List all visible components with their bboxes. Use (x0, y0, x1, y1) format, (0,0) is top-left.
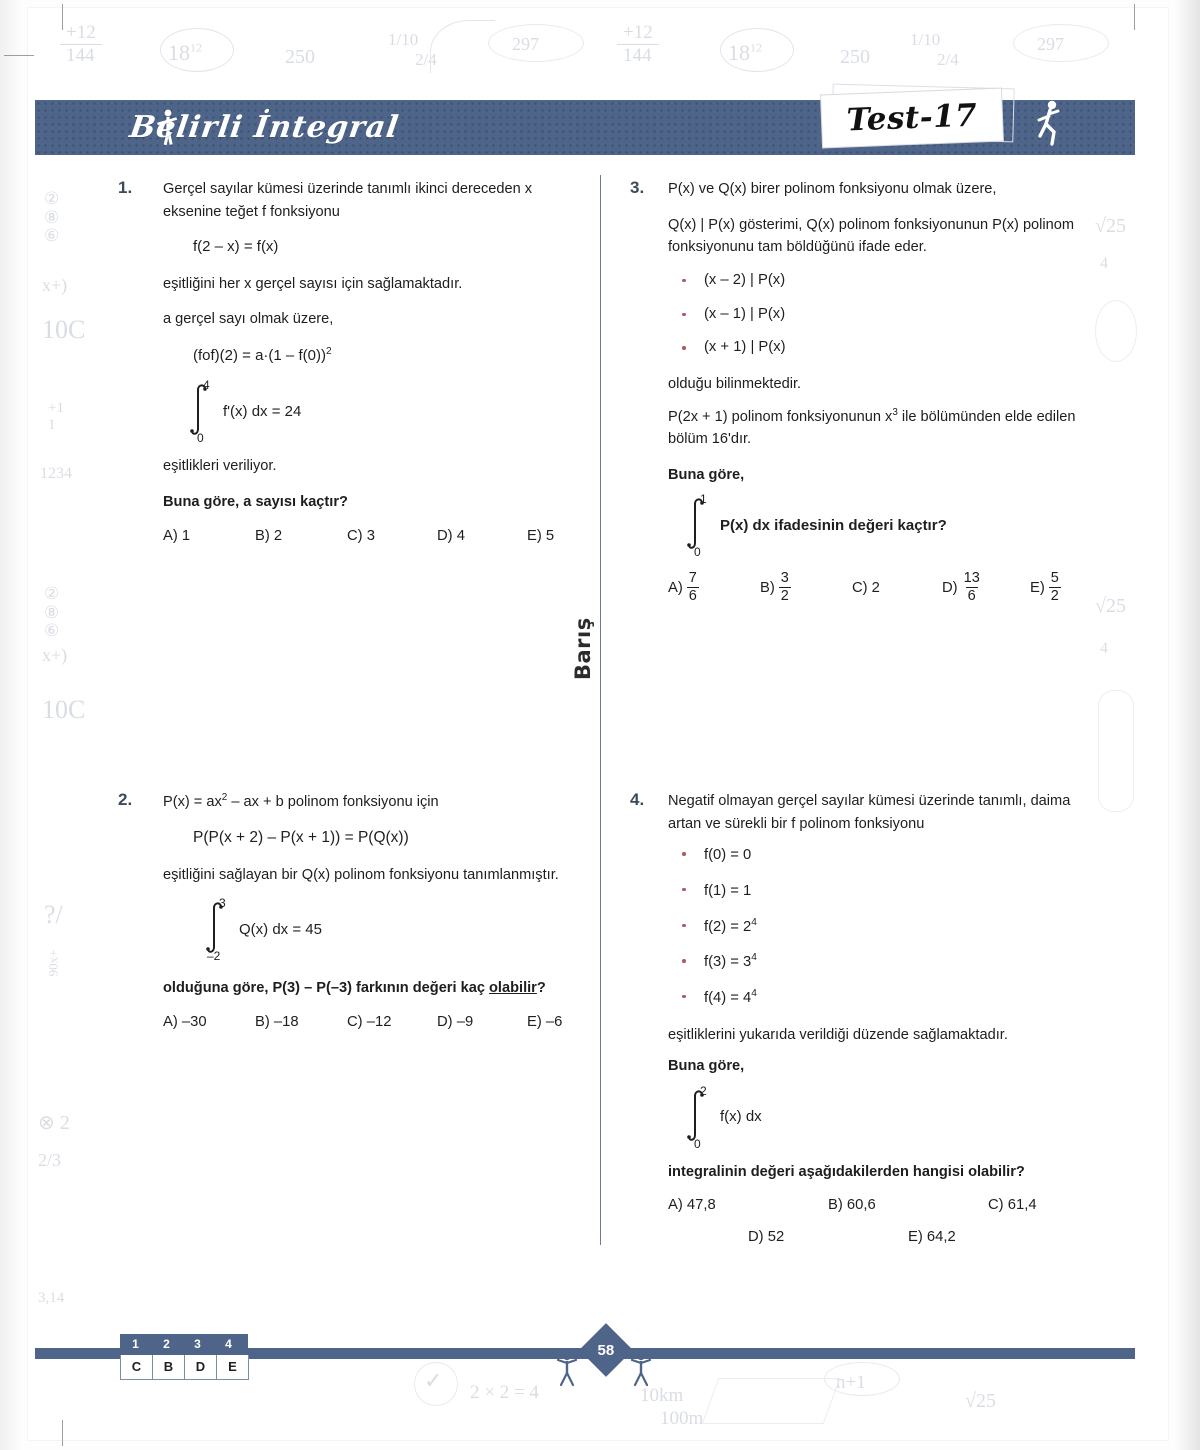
doodle-90x: 90x+ (45, 949, 61, 977)
question-4-stem: Negatif olmayan gerçel sayılar kümesi üzerinde tanımlı, daima artan ve sürekli bir f polinom fonksiyonu (668, 793, 1071, 832)
page-edge-shadow-left (0, 0, 22, 1450)
doodle-314: 3,14 (38, 1290, 65, 1306)
question-4-option-e[interactable] (908, 1229, 956, 1245)
list-item (668, 952, 1085, 972)
question-2-option-c[interactable] (347, 1014, 437, 1030)
test-label-text: Test-17 (846, 97, 978, 139)
option-value: 64,2 (926, 1229, 956, 1246)
test-label (821, 89, 1003, 148)
doodle-297-right: 297 (1037, 34, 1064, 54)
question-3-line-3: olduğu bilinmektedir. (668, 376, 802, 393)
question-3-option-b[interactable] (760, 571, 852, 603)
question-4-integral (668, 1083, 1085, 1151)
doodle-18-pow-12: $18^{12}$ (168, 40, 202, 65)
fraction-numerator: 3 (780, 570, 789, 587)
doodle-four-right: 4 (1100, 255, 1108, 272)
question-1-line-3: a gerçel sayı olmak üzere, (163, 311, 334, 328)
option-key: A) (668, 579, 683, 596)
list-item-base: f(4) = 4 (704, 989, 752, 1006)
answer-3: D (184, 1355, 217, 1380)
option-key: D) (942, 579, 958, 596)
question-2-line-2: eşitliğini sağlayan bir Q(x) polinom fonksiyonu tanımlanmıştır. (163, 866, 559, 883)
question-1-options (163, 528, 563, 544)
question-3-integral-lower: 0 (694, 545, 701, 560)
answer-key-row (120, 1355, 248, 1380)
integral-symbol (203, 896, 233, 964)
option-key: E) (527, 1013, 542, 1030)
doodle-n-plus-1: n+1 (836, 1372, 866, 1393)
option-key: C) (347, 1013, 363, 1030)
question-1-prompt: Buna göre, a sayısı kaçtır? (163, 494, 348, 511)
question-3-line-2: Q(x) | P(x) gösterimi, Q(x) polinom fonksiyonunun P(x) polinom fonksiyonunu tam böldüğünü ifade eder. (668, 216, 1075, 256)
answer-key-col-2: 2 (163, 1337, 170, 1351)
list-item-base: f(0) = 0 (704, 847, 752, 864)
doodle-18-pow-12-b: $18^{12}$ (728, 40, 762, 65)
option-fraction (779, 571, 791, 603)
option-key: E) (908, 1229, 923, 1246)
option-key: C) (852, 579, 868, 596)
fraction-denominator: 2 (780, 587, 789, 604)
option-key: E) (1030, 579, 1045, 596)
brand-watermark: Barış (571, 617, 595, 680)
question-4-number: 4. (630, 790, 645, 809)
doodle-1-over-10: 1/10 (388, 30, 419, 49)
question-2-stem (163, 790, 563, 813)
question-3-line-4 (668, 405, 1085, 451)
question-3-integral (668, 492, 1085, 560)
option-value: 61,4 (1007, 1197, 1037, 1214)
crop-mark-top-right (1134, 4, 1135, 30)
option-key: D) (437, 1013, 453, 1030)
option-key: A) (163, 1013, 178, 1030)
doodle-250-b: 250 (840, 46, 870, 68)
doodle-2-over-4-b: 2/4 (937, 50, 959, 69)
doodle-fraction-12-144-b: +12 144 (617, 22, 659, 67)
option-value: 2 (871, 579, 880, 596)
doodle-circle-x: ⊗ 2 (38, 1112, 70, 1134)
question-2-integral-expression: Q(x) dx = 45 (239, 920, 322, 938)
list-item-base: f(1) = 1 (704, 882, 752, 899)
option-value: 3 (366, 527, 375, 544)
question-4-line-2: eşitliklerini yukarıda verildiği düzende sağlamaktadır. (668, 1026, 1008, 1043)
fraction-denominator: 6 (967, 587, 976, 604)
question-4-options-row-1 (668, 1197, 1085, 1213)
question-3-options (668, 571, 1085, 603)
question-2-stem-b: – ax + b polinom fonksiyonu için (227, 793, 439, 810)
question-1-equation-2 (163, 344, 563, 368)
doodle-12345: 1234 (40, 465, 72, 482)
integral-symbol (187, 378, 217, 446)
option-fraction (687, 571, 699, 603)
option-value: 47,8 (686, 1197, 716, 1214)
question-4-bullet-list (668, 845, 1085, 1007)
question-1-integral-lower: 0 (197, 431, 204, 446)
option-value: –6 (545, 1013, 563, 1030)
question-3-integral-upper: 1 (700, 492, 707, 507)
question-3-option-c[interactable] (852, 580, 942, 596)
option-value: 60,6 (846, 1197, 876, 1214)
question-2-option-e[interactable] (527, 1014, 562, 1030)
question-1-option-a[interactable] (163, 528, 255, 544)
answer-1: C (120, 1355, 153, 1380)
question-1-integral-upper: 4 (203, 378, 210, 393)
answer-key-col-1: 1 (132, 1337, 139, 1351)
question-2-integral-upper: 3 (219, 896, 226, 911)
list-item-exponent: 4 (751, 952, 757, 964)
option-key: A) (668, 1197, 683, 1214)
question-4-option-c[interactable] (988, 1197, 1037, 1213)
question-2 (118, 790, 563, 1030)
doodle-1-over-10-b: 1/10 (910, 30, 941, 49)
crop-mark-bottom-left (62, 1420, 63, 1446)
doodle-question-mark: ?/ (44, 900, 63, 929)
question-3-line-4-a: P(2x + 1) polinom fonksiyonunun x (668, 408, 893, 425)
answer-4: E (216, 1355, 249, 1380)
question-2-equation-1: P(P(x + 2) – P(x + 1)) = P(Q(x)) (193, 829, 409, 847)
answer-2: B (152, 1355, 185, 1380)
option-fraction (962, 571, 982, 603)
option-key: C) (988, 1197, 1004, 1214)
question-4-prompt: integralinin değeri aşağıdakilerden hangisi olabilir? (668, 1163, 1025, 1180)
option-key: D) (437, 527, 453, 544)
option-key: C) (347, 527, 363, 544)
question-2-stem-a: P(x) = ax (163, 793, 222, 810)
option-value: 1 (181, 527, 191, 544)
fraction-denominator: 6 (688, 587, 697, 604)
banner-title: Belirli İntegral (127, 110, 402, 145)
question-1-option-d[interactable] (437, 528, 527, 544)
list-item-base: f(2) = 2 (704, 918, 752, 935)
list-item (668, 988, 1085, 1008)
option-value: –18 (273, 1013, 299, 1030)
answer-key-col-3: 3 (194, 1337, 201, 1351)
question-2-option-b[interactable] (255, 1014, 347, 1030)
option-value: –30 (181, 1013, 207, 1030)
column-divider (600, 175, 601, 1245)
option-value: 2 (273, 527, 283, 544)
list-item: (x – 1) | P(x) (668, 306, 1085, 324)
option-value: –12 (366, 1013, 392, 1030)
stick-figure-right-icon (630, 1352, 652, 1388)
question-3-line-4-b: ile bölümünden elde edilen bölüm 16'dır. (668, 408, 1076, 448)
doodle-250: 250 (285, 46, 315, 68)
question-1-equation-2-exponent: 2 (325, 345, 332, 357)
option-key: D) (748, 1229, 764, 1246)
integral-symbol (684, 1083, 714, 1151)
doodle-left-frac: +1 1 (48, 400, 64, 433)
question-1-integral (163, 378, 563, 446)
option-key: B) (255, 527, 270, 544)
doodle-sqrt-25-b: √25 (1095, 595, 1126, 617)
question-2-prompt-a: olduğuna göre, P(3) – P(–3) farkının değeri kaç (163, 980, 490, 997)
doodle-2-over-4: 2/4 (415, 50, 437, 69)
list-item-base: f(3) = 3 (704, 954, 752, 971)
question-1-option-c[interactable] (347, 528, 437, 544)
list-item (668, 881, 1085, 901)
option-value: 4 (456, 527, 465, 544)
question-3-bullet-list (668, 272, 1085, 357)
question-4-option-a[interactable] (668, 1197, 828, 1213)
question-2-prompt-b: ? (536, 980, 546, 997)
question-2-number: 2. (118, 790, 133, 809)
answer-key (120, 1334, 248, 1380)
question-1-line-4: eşitlikleri veriliyor. (163, 458, 277, 475)
doodle-left-circles-2: ② ⑧ ⑥ (44, 584, 60, 641)
question-2-integral (163, 896, 563, 964)
doodle-check-circle: ✓ (424, 1368, 443, 1393)
doodle-x-plus-2: x+) (42, 645, 68, 665)
answer-key-header (120, 1334, 248, 1355)
question-1-equation-2-base: (fof)(2) = a·(1 – f(0)) (193, 346, 326, 364)
option-key: B) (828, 1197, 843, 1214)
question-4-integral-lower: 0 (694, 1136, 701, 1151)
question-1-integral-expression: f'(x) dx = 24 (223, 402, 302, 420)
option-value: 5 (545, 527, 555, 544)
list-item-exponent: 4 (751, 987, 757, 999)
question-3-integral-expression: P(x) dx ifadesinin değeri kaçtır? (720, 516, 947, 534)
doodle-sqrt-25-bottom: √25 (965, 1390, 996, 1412)
page-number: 58 (597, 1341, 615, 1359)
doodle-sqrt-25: √25 (1095, 215, 1126, 237)
question-4 (630, 790, 1085, 1245)
question-1-option-b[interactable] (255, 528, 347, 544)
question-3-option-a[interactable] (668, 571, 760, 603)
question-2-prompt (163, 977, 563, 1000)
option-key: A) (163, 527, 178, 544)
question-4-prompt-head: Buna göre, (668, 1058, 745, 1075)
question-3-prompt-head: Buna göre, (668, 466, 745, 483)
question-2-options (163, 1014, 563, 1030)
question-2-prompt-underlined: olabilir (489, 980, 537, 997)
option-key: B) (760, 579, 775, 596)
option-value: 52 (767, 1229, 785, 1246)
list-item (668, 917, 1085, 937)
doodle-four-right-b: 4 (1100, 640, 1108, 657)
option-fraction (1049, 571, 1061, 603)
question-3-option-d[interactable] (942, 571, 1030, 603)
doodle-two-thirds: 2/3 (38, 1150, 62, 1170)
question-2-option-a[interactable] (163, 1014, 255, 1030)
doodle-fraction-12-144: +12 144 (60, 22, 102, 67)
doodle-10km: 10km (640, 1385, 684, 1406)
option-key: B) (255, 1013, 270, 1030)
list-item: (x – 2) | P(x) (668, 272, 1085, 290)
list-item: (x + 1) | P(x) (668, 339, 1085, 357)
question-2-stem-exponent: 2 (221, 792, 228, 803)
integral-symbol (684, 492, 714, 560)
answer-key-col-4: 4 (225, 1337, 232, 1351)
question-1-option-e[interactable] (527, 528, 554, 544)
question-4-option-b[interactable] (828, 1197, 988, 1213)
doodle-100: 10C (42, 315, 86, 344)
running-figure-icon (1030, 98, 1064, 150)
doodle-2x2: 2 × 2 = 4 (470, 1382, 539, 1403)
question-3-line-4-exponent: 3 (892, 406, 898, 418)
doodle-left-circles: ② ⑧ ⑥ (44, 189, 60, 246)
doodle-297-left: 297 (512, 34, 539, 54)
option-value: –9 (456, 1013, 474, 1030)
fraction-numerator: 13 (963, 570, 980, 587)
doodle-100-b: 10C (42, 695, 86, 724)
list-item (668, 845, 1085, 865)
question-1-line-2: eşitliğini her x gerçel sayısı için sağlamaktadır. (163, 275, 463, 292)
question-4-options-row-2 (668, 1229, 1085, 1245)
doodle-100m: 100m (660, 1408, 704, 1429)
fraction-numerator: 7 (688, 570, 697, 587)
question-3-option-e[interactable] (1030, 571, 1061, 603)
option-key: E) (527, 527, 542, 544)
question-2-option-d[interactable] (437, 1014, 527, 1030)
question-1-number: 1. (118, 178, 133, 197)
question-2-integral-lower: –2 (207, 949, 221, 964)
crop-mark-top-left (62, 4, 63, 30)
question-1 (118, 178, 563, 544)
question-4-integral-expression: f(x) dx (720, 1108, 762, 1126)
question-3 (630, 178, 1085, 604)
question-4-integral-upper: 2 (700, 1083, 707, 1098)
question-3-number: 3. (630, 178, 645, 197)
doodle-x-plus: x+) (42, 275, 68, 295)
question-1-stem: Gerçel sayılar kümesi üzerinde tanımlı ikinci dereceden x eksenine teğet f fonksiyonu (163, 181, 533, 220)
question-3-stem: P(x) ve Q(x) birer polinom fonksiyonu olmak üzere, (668, 181, 997, 197)
stick-figure-left-icon (556, 1352, 578, 1388)
page-edge-shadow-right (1174, 0, 1200, 1450)
fraction-numerator: 5 (1050, 570, 1059, 587)
fraction-denominator: 2 (1050, 587, 1059, 604)
list-item-exponent: 4 (751, 916, 757, 928)
question-4-option-d[interactable] (748, 1229, 908, 1245)
question-1-equation-1: f(2 – x) = f(x) (193, 238, 279, 256)
